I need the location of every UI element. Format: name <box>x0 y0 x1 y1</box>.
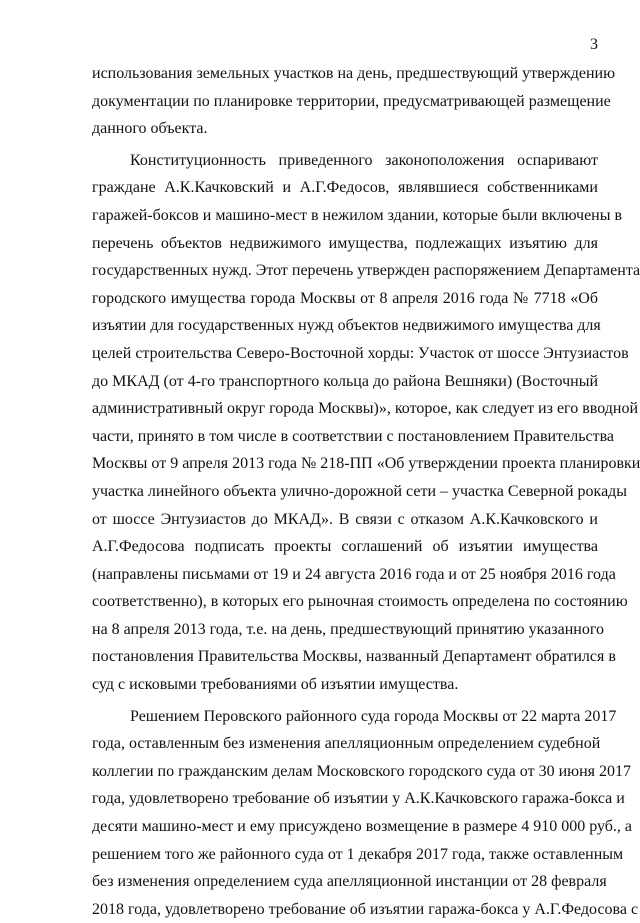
text-line: А.Г.Федосова подписать проекты соглашений об изъятии имущества <box>92 538 598 556</box>
text-line: постановления Правительства Москвы, названный Департамент обратился в <box>92 648 616 666</box>
text-line: десяти машино-мест и ему присуждено возмещение в размере 4 910 000 руб., а <box>92 818 633 836</box>
text-line: использования земельных участков на день, предшествующий утверждению <box>92 65 616 82</box>
text-line: на 8 апреля 2013 года, т.е. на день, предшествующий принятию указанного <box>92 620 604 638</box>
text-line: 2018 года, удовлетворено требование об изъятии гаража-бокса у А.Г.Федосова с <box>92 900 639 918</box>
text-line: документации по планировке территории, предусматривающей размещение <box>92 92 611 110</box>
paragraph <box>92 60 616 143</box>
text-line: без изменения определением суда апелляционной инстанции от 28 февраля <box>92 873 607 891</box>
text-line: Москвы от 9 апреля 2013 года № 218-ПП «Об утверждении проекта планировки <box>92 455 640 473</box>
text-line: Решением Перовского районного суда города Москвы от 22 марта 2017 <box>130 707 617 725</box>
text-line: изъятии для государственных нужд объектов недвижимого имущества для <box>92 317 601 335</box>
paragraph <box>92 147 640 699</box>
text-line: суд с исковыми требованиями об изъятии имущества. <box>92 676 459 694</box>
text-line: части, принято в том числе в соответствии с постановлением Правительства <box>92 427 615 445</box>
text-line: соответственно), в которых его рыночная стоимость определена по состоянию <box>92 593 628 611</box>
text-line: данного объекта. <box>92 120 208 138</box>
text-line: перечень объектов недвижимого имущества, подлежащих изъятию для <box>92 234 598 252</box>
text-line: административный округ города Москвы)», которое, как следует из его вводной <box>92 400 639 418</box>
text-line: целей строительства Северо-Восточной хорды: Участок от шоссе Энтузиастов <box>92 344 629 362</box>
text-line: коллегии по гражданским делам Московского городского суда от 30 июня 2017 <box>92 762 631 780</box>
text-line: граждане А.К.Качковский и А.Г.Федосов, являвшиеся собственниками <box>92 179 598 197</box>
text-line: до МКАД (от 4-го транспортного кольца до района Вешняки) (Восточный <box>92 372 598 390</box>
text-line: участка линейного объекта улично-дорожной сети – участка Северной рокады <box>92 482 628 500</box>
text-line: гаражей-боксов и машино-мест в нежилом здании, которые были включены в <box>92 206 623 224</box>
text-line: решением того же районного суда от 1 декабря 2017 года, также оставленным <box>92 845 624 863</box>
text-line: года, удовлетворено требование об изъятии у А.К.Качковского гаража-бокса и <box>92 790 625 808</box>
text-line: (направлены письмами от 19 и 24 августа 2016 года и от 25 ноября 2016 года <box>92 565 616 583</box>
text-line: государственных нужд. Этот перечень утвержден распоряжением Департамента <box>92 262 640 280</box>
text-line: Конституционность приведенного законоположения оспаривают <box>130 151 598 169</box>
paragraph <box>92 703 639 923</box>
text-line: городского имущества города Москвы от 8 апреля 2016 года № 7718 «Об <box>92 289 598 307</box>
document-body <box>92 60 640 923</box>
text-line: от шоссе Энтузиастов до МКАД». В связи с отказом А.К.Качковского и <box>92 510 598 528</box>
text-line: года, оставленным без изменения апелляционным определением судебной <box>92 735 601 753</box>
page-number: 3 <box>590 36 598 53</box>
